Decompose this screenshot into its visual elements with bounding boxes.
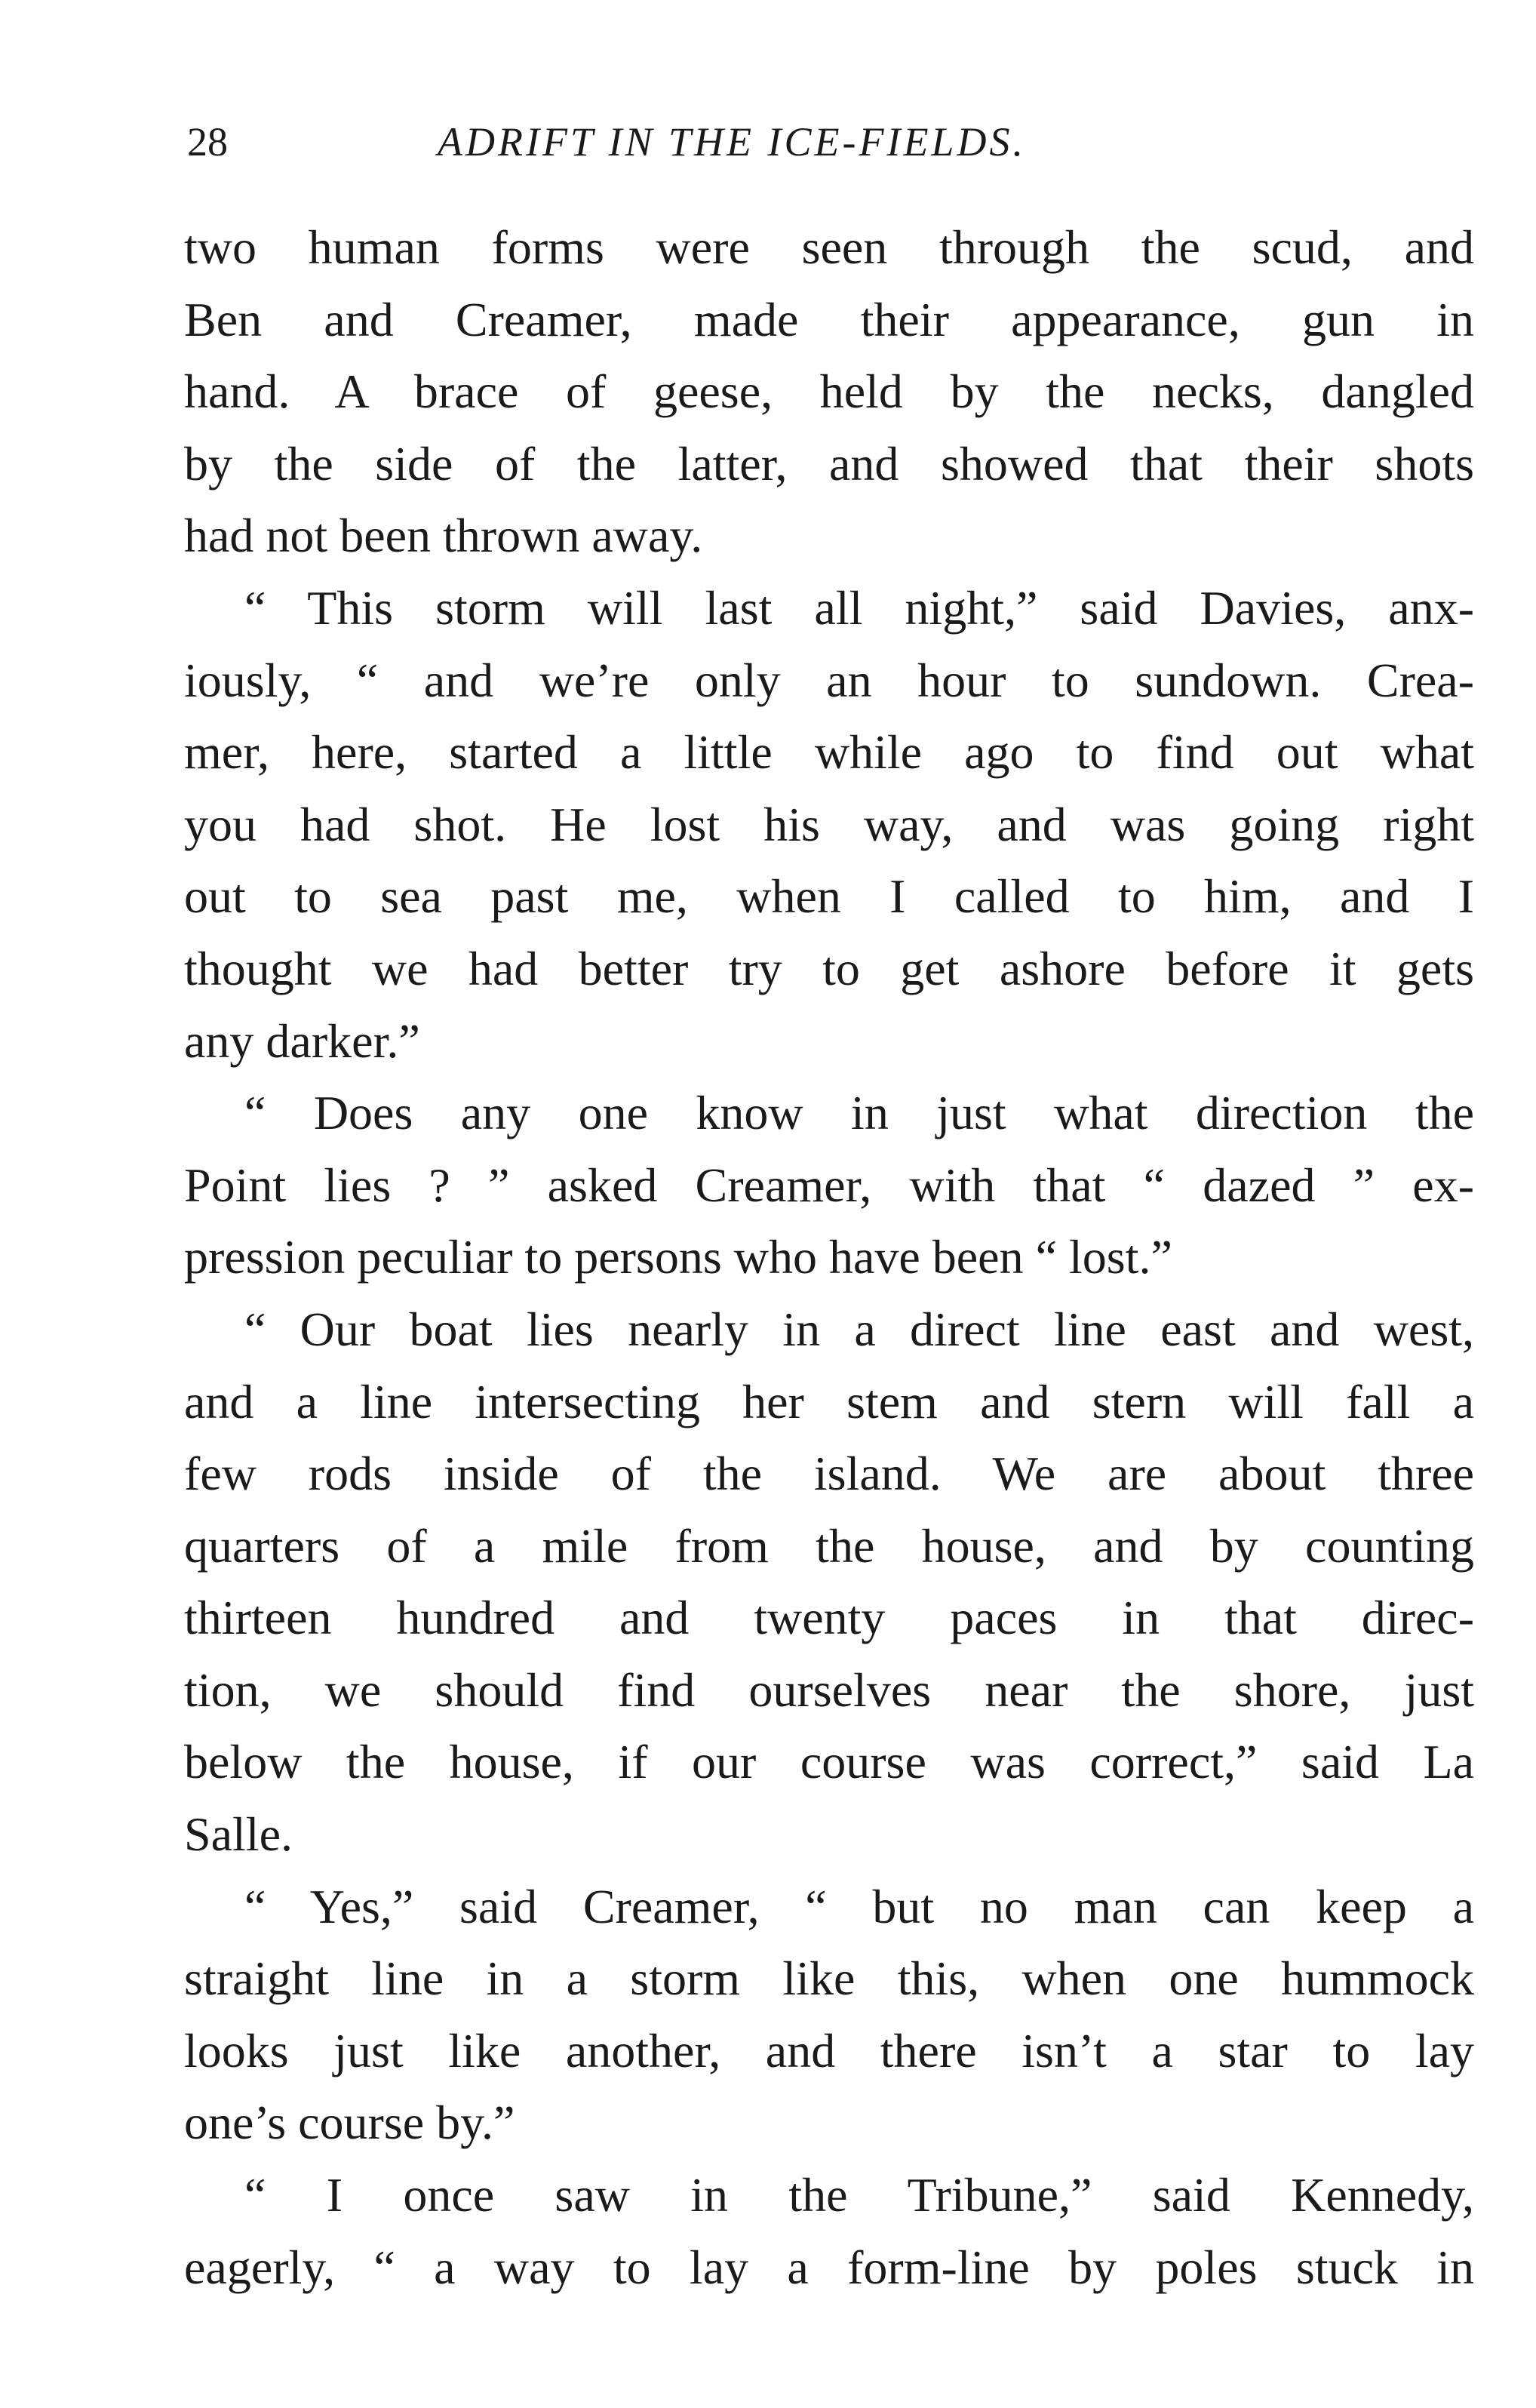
text-line: quarters of a mile from the house, and by counting <box>184 1518 1474 1573</box>
text-line: had not been thrown away. <box>184 509 703 563</box>
text-line: below the house, if our course was correct,” said La <box>184 1735 1474 1789</box>
text-line: two human forms were seen through the scud, and <box>184 220 1474 274</box>
text-line: looks just like another, and there isn’t a star to lay <box>184 2023 1474 2077</box>
text-line: “ This storm will last all night,” said Davies, anx- <box>244 580 1474 635</box>
text-line: “ Does any one know in just what direction the <box>244 1086 1474 1140</box>
text-line: Salle. <box>184 1807 293 1862</box>
text-line: by the side of the latter, and showed that their shots <box>184 436 1474 491</box>
text-line: mer, here, started a little while ago to find out what <box>184 725 1474 780</box>
text-line: out to sea past me, when I called to him, and I <box>184 869 1474 924</box>
text-line: thirteen hundred and twenty paces in that direc- <box>184 1591 1474 1645</box>
page-number: 28 <box>187 119 228 165</box>
text-line: iously, “ and we’re only an hour to sundown. Crea- <box>184 653 1474 707</box>
text-line: Ben and Creamer, made their appearance, gun in <box>184 292 1474 346</box>
text-line: pression peculiar to persons who have been “ lost.” <box>184 1230 1172 1284</box>
page-header <box>181 112 1464 172</box>
text-line: “ Our boat lies nearly in a direct line east and west, <box>244 1302 1474 1356</box>
text-line: one’s course by.” <box>184 2096 515 2150</box>
text-line: tion, we should find ourselves near the shore, just <box>184 1662 1474 1717</box>
running-head: ADRIFT IN THE ICE-FIELDS. <box>438 119 1026 165</box>
text-line: “ I once saw in the Tribune,” said Kennedy, <box>244 2168 1474 2222</box>
text-line: “ Yes,” said Creamer, “ but no man can keep a <box>244 1879 1474 1933</box>
text-line: and a line intersecting her stem and stern will fall a <box>184 1374 1474 1429</box>
text-line: thought we had better try to get ashore before it gets <box>184 941 1474 995</box>
text-line: eagerly, “ a way to lay a form-line by poles stuck in <box>184 2240 1474 2294</box>
body-text <box>184 211 1474 2303</box>
text-line: you had shot. He lost his way, and was going right <box>184 797 1474 851</box>
text-line: few rods inside of the island. We are about three <box>184 1447 1474 1501</box>
text-line: hand. A brace of geese, held by the necks, dangled <box>184 364 1474 419</box>
text-line: Point lies ? ” asked Creamer, with that “ dazed ” ex- <box>184 1158 1474 1212</box>
text-line: straight line in a storm like this, when one hummock <box>184 1951 1474 2006</box>
text-line: any darker.” <box>184 1013 420 1068</box>
